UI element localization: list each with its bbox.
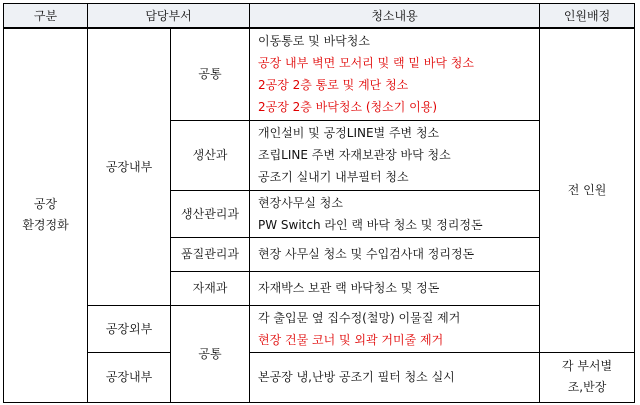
task-line: 이동통로 및 바닥청소 [258,34,370,49]
staff-line: 각 부서별 [561,359,613,373]
dept-common: 공통 [171,28,250,120]
task-line-highlight: 2공장 2층 바닥청소 (청소기 이용) [258,100,437,115]
header-department: 담당부서 [88,4,250,29]
cleaning-assignment-table [3,3,635,403]
content-materials [250,271,540,305]
staff-each-department [540,352,635,402]
header-category: 구분 [4,4,88,29]
task-line-highlight: 2공장 2층 통로 및 계단 청소 [258,78,409,93]
task-line: 공조기 실내기 내부필터 청소 [258,170,409,184]
content-production [250,120,540,190]
category-cell [4,28,88,402]
content-common [250,28,540,120]
content-quality-control [250,237,540,271]
header-content: 청소내용 [250,4,540,29]
dept-quality-control: 품질관리과 [171,237,250,271]
task-line: 개인설비 및 공정LINE별 주변 청소 [258,126,440,140]
header-staffing: 인원배정 [540,4,635,29]
content-production-management [250,190,540,237]
category-line: 공장 [33,197,58,212]
staff-line: 조,반장 [567,380,607,394]
task-line-highlight: 현장 건물 코너 및 외곽 거미줄 제거 [258,332,444,347]
group-outside: 공장외부 [88,305,171,352]
dept-production: 생산과 [171,120,250,190]
staff-all: 전 인원 [540,28,635,352]
group-inside: 공장내부 [88,28,171,305]
task-line: 자재박스 보관 랙 바닥청소 및 정돈 [258,281,440,295]
task-line: 본공장 냉,난방 공조기 필터 청소 실시 [258,370,455,384]
category-line: 환경정화 [22,218,69,233]
task-line-highlight: 공장 내부 벽면 모서리 및 랙 밑 바닥 청소 [258,56,474,71]
task-line: 각 출입문 옆 집수정(철망) 이물질 제거 [258,310,461,325]
dept-materials: 자재과 [171,271,250,305]
dept-production-management: 생산관리과 [171,190,250,237]
task-line: PW Switch 라인 랙 바닥 청소 및 정리정돈 [258,217,483,232]
task-line: 현장사무실 청소 [258,195,343,210]
content-filter [250,352,540,402]
group-inside-2: 공장내부 [88,352,171,402]
dept-common-2: 공통 [171,305,250,402]
task-line: 조립LINE 주변 자재보관장 바닥 청소 [258,148,451,162]
content-outside [250,305,540,352]
task-line: 현장 사무실 청소 및 수입검사대 정리정돈 [258,247,475,261]
